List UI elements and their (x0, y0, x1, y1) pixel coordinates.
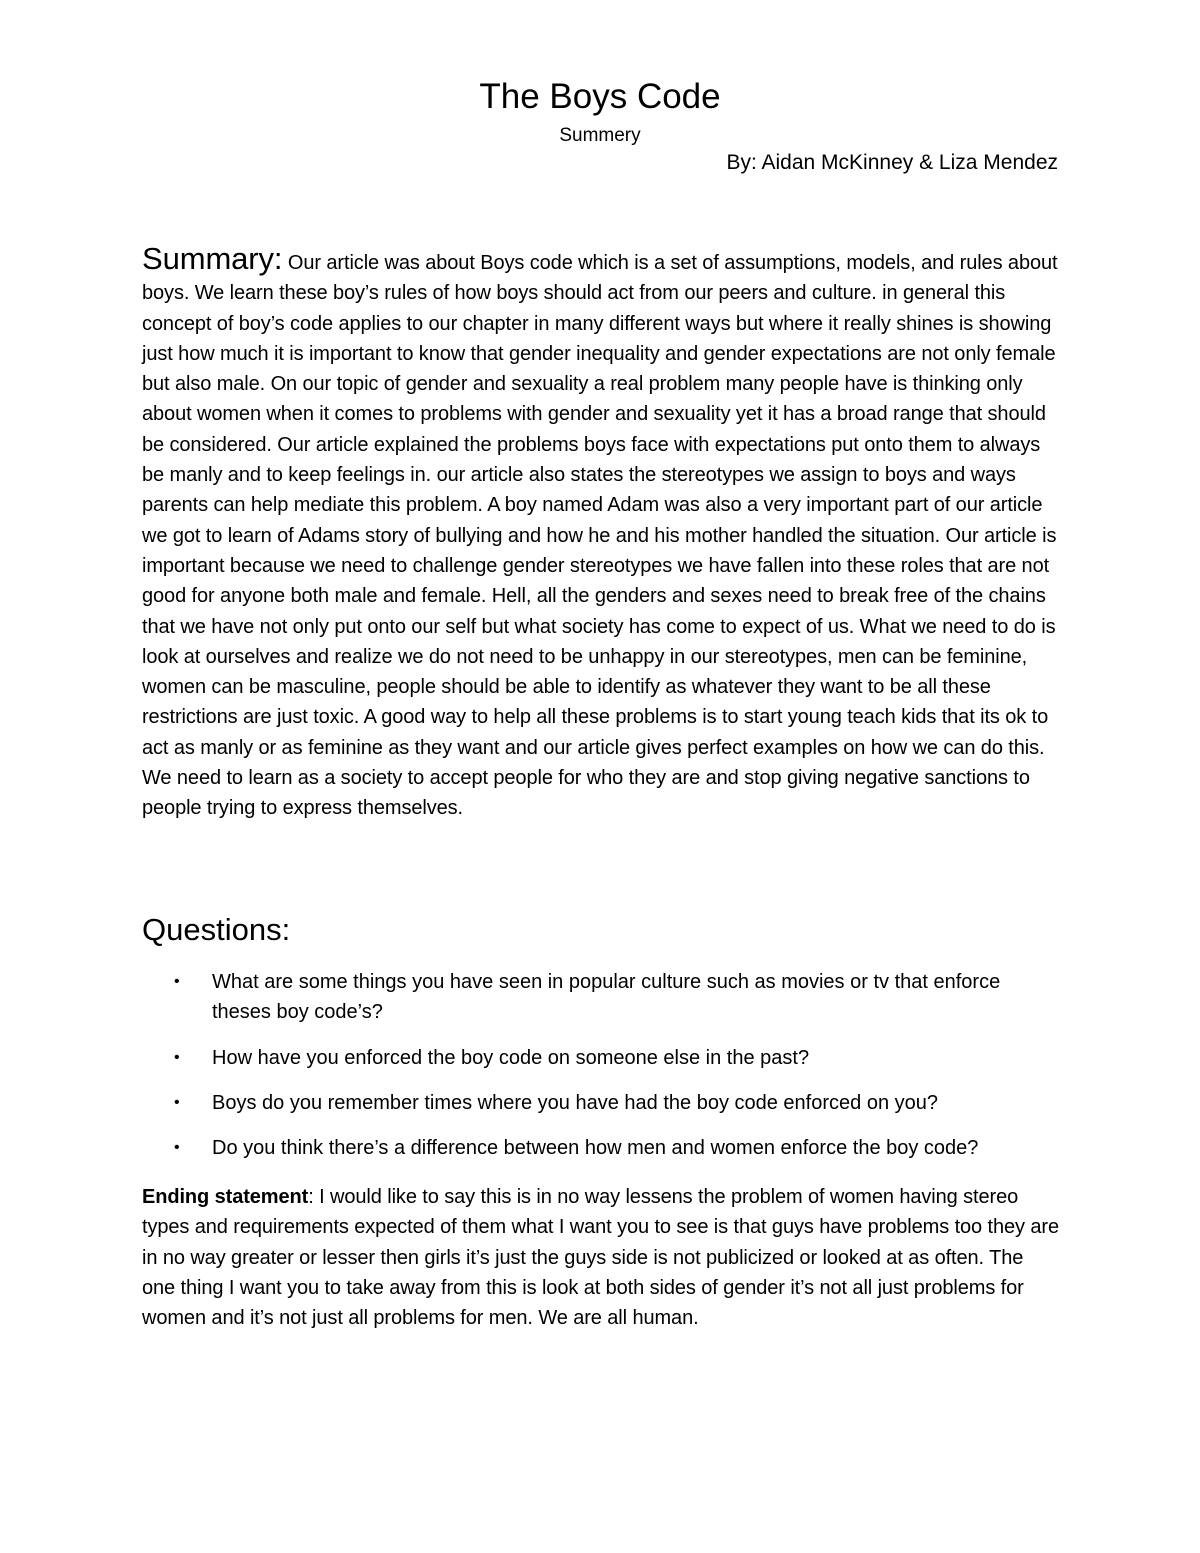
bullet-icon: • (174, 973, 180, 990)
bullet-icon: • (174, 1139, 180, 1157)
question-item (142, 1088, 1060, 1118)
ending-statement-text: : I would like to say this is in no way lessens the problem of women having stereo types and requirements expected of them what I want you to see is that guys have problems too they are in no way greater or lesser then girls it’s just the guys side is not publicized or looked at as often. The one thing I want you to take away from this is look at both sides of gender it’s not all just problems for women and it’s not just all problems for men. We are all human. (142, 1186, 1059, 1330)
bullet-icon: • (174, 1048, 180, 1066)
question-item (142, 1043, 1060, 1073)
bullet-icon: • (174, 1093, 180, 1111)
question-item (142, 1133, 1060, 1163)
question-text: What are some things you have seen in popular culture such as movies or tv that enforce theses boy code’s? (212, 971, 1001, 1024)
ending-statement-paragraph (142, 1182, 1060, 1333)
questions-heading: Questions: (142, 912, 291, 947)
summary-text: Our article was about Boys code which is a set of assumptions, models, and rules about boys. We learn these boy’s rules of how boys should act from our peers and culture. in general this concept of boy’s code applies to our chapter in many different ways but where it really shines is showing just how much it is important to know that gender inequality and gender expectations are not only female but also male. On our topic of gender and sexuality a real problem many people have is thinking only about women when it comes to problems with gender and sexuality yet it has a broad range that should be considered. Our article explained the problems boys face with expectations put onto them to always be manly and to keep feelings in. our article also states the stereotypes we assign to boys and ways parents can help mediate this problem. A boy named Adam was also a very important part of our article we got to learn of Adams story of bullying and how he and his mother handled the situation. Our article is important because we need to challenge gender stereotypes we have fallen into these roles that are not good for anyone both male and female. Hell, all the genders and sexes need to break free of the chains that we have not only put onto our self but what society has come to expect of us. What we need to do is look at ourselves and realize we do not need to be unhappy in our stereotypes, men can be feminine, women can be masculine, people should be able to identify as whatever they want to be all these restrictions are just toxic. A good way to help all these problems is to start young teach kids that its ok to act as manly or as feminine as they want and our article gives perfect examples on how we can do this. We need to learn as a society to accept people for who they are and stop giving negative sanctions to people trying to express themselves. (142, 252, 1058, 820)
page-subtitle: Summery (559, 125, 641, 146)
question-text: How have you enforced the boy code on someone else in the past? (212, 1046, 810, 1069)
question-text: Boys do you remember times where you have had the boy code enforced on you? (212, 1091, 938, 1114)
ending-statement-label: Ending statement (142, 1186, 309, 1208)
summary-heading: Summary: (142, 241, 283, 276)
questions-list (142, 967, 1060, 1178)
author-byline: By: Aidan McKinney & Liza Mendez (726, 151, 1058, 174)
summary-paragraph (142, 241, 1060, 824)
question-text: Do you think there’s a difference between how men and women enforce the boy code? (212, 1137, 979, 1160)
page-title: The Boys Code (479, 77, 721, 116)
question-item (142, 967, 1060, 1028)
